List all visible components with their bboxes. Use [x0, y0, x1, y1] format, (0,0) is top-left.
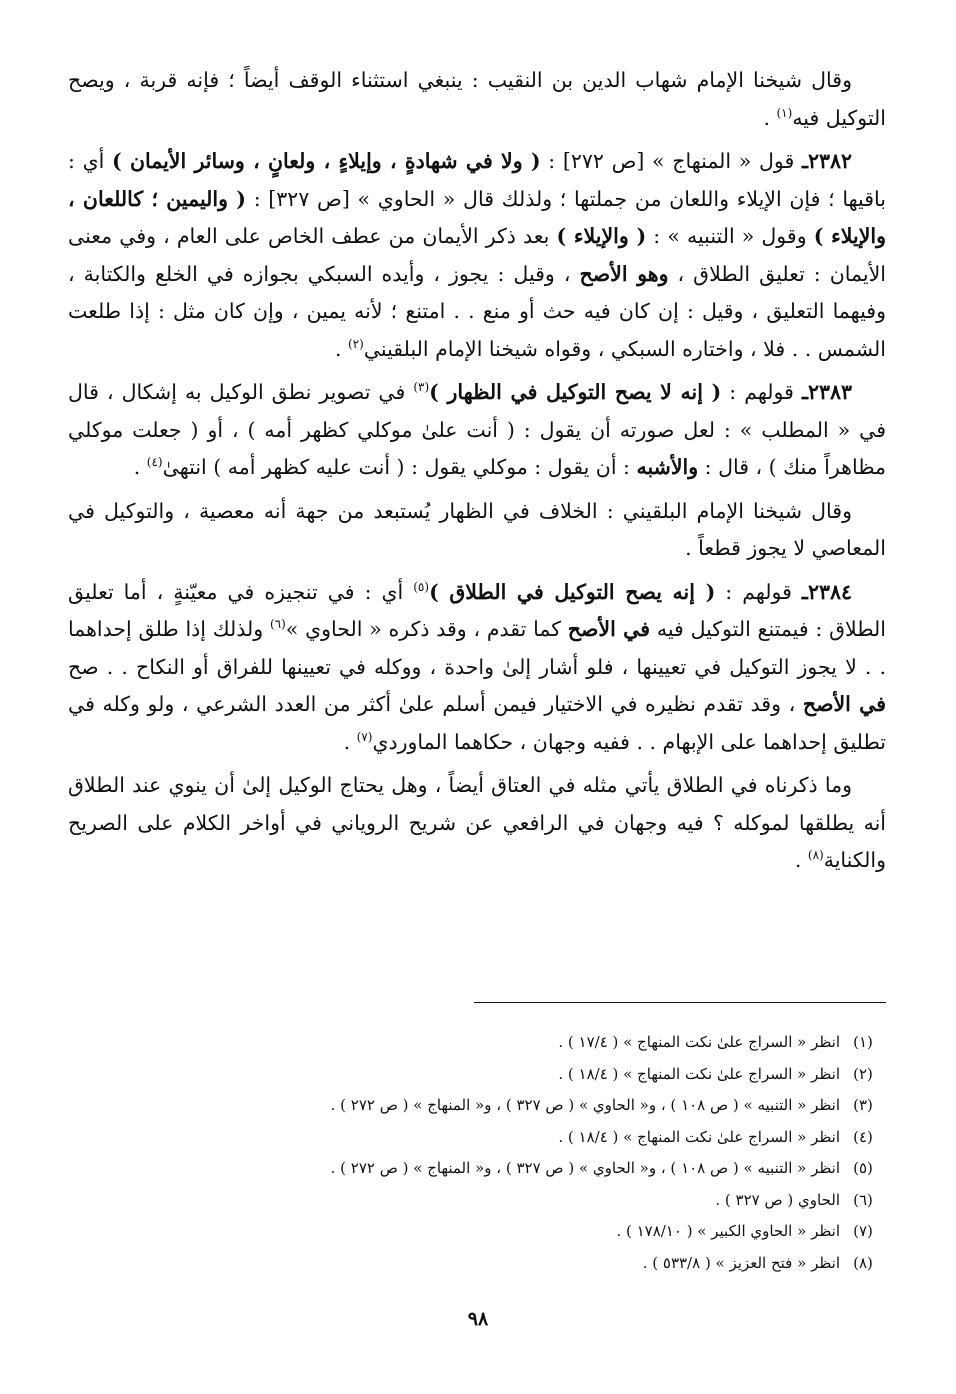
bold-text: ( ولا في شهادةٍ ، وإيلاءٍ ، ولعانٍ ، وسائر الأيمان ): [111, 149, 541, 173]
text-run: قولهم :: [715, 579, 802, 604]
footnote-text: انظر « فتح العزيز » ( ٥٣٣/٨ ) .: [642, 1253, 840, 1272]
footnote-text: انظر « السراج علىٰ نكت المنهاج » ( ١٧/٤ ) .: [558, 1033, 840, 1051]
bold-text: ٢٣٨٤ـ: [801, 579, 852, 604]
text-run: أي : في تنجيزه في معيّنةٍ ، أما تعليق الطلاق : فيمتنع التوكيل فيه: [68, 579, 886, 641]
footnote: [66, 1216, 886, 1248]
text-run: .: [133, 455, 147, 479]
page-number: ٩٨: [467, 1308, 489, 1330]
text-run: ، وقيل : يجوز ، وأيده السبكي بجوازه في الخلع والكتابة ، وفيهما التعليق ، وقيل : إن كان فيه حث أو منع . . امتنع ؛ لأنه يمين ، وإن كان مثل : إذا طلعت الشمس . . فلا ، واختاره السبكي ، وقواه شيخنا الإمام البلقيني: [68, 261, 886, 361]
footnote-number: (٣): [853, 1096, 873, 1114]
text-run: وقال شيخنا الإمام البلقيني : الخلاف في الظهار يُستبعد من جهة أنه معصية ، والتوكيل في المعاصي لا يجوز قطعاً .: [68, 498, 886, 560]
footnote-number: (٤): [853, 1127, 873, 1146]
text-run: وقول « التنبيه » :: [646, 224, 814, 248]
text-run: بعد ذكر الأيمان من عطف الخاص على العام ، وفي معنى الأيمان : تعليق الطلاق ،: [68, 224, 886, 286]
footnote-text: انظر « التنبيه » ( ص ١٠٨ ) ، و« الحاوي » ( ص ٣٢٧ ) ، و« المنهاج » ( ص ٢٧٢ ) .: [330, 1096, 840, 1114]
footnote: [66, 1090, 886, 1122]
text-run: .: [343, 729, 357, 754]
footnote-ref: (٦): [269, 617, 286, 632]
text-run: وقال شيخنا الإمام شهاب الدين بن النقيب : ينبغي استثناء الوقف أيضاً ؛ فإنه قربة ، ويصح التوكيل فيه: [68, 68, 886, 130]
text-run: : أن يقول : موكلي يقول : ( أنت عليه كظهر أمه ) انتهىٰ: [162, 455, 637, 479]
paragraph: [68, 767, 886, 880]
footnote: [66, 1027, 886, 1059]
footnote-ref: (٤): [146, 455, 163, 470]
bold-text: وهو الأصح: [579, 261, 669, 286]
text-run: في تصوير نطق الوكيل به إشكال ، قال في « المطلب » : لعل صورته أن يقول : ( أنت علىٰ موكلي كظهر أمه ) ، أو ( جعلت موكلي مظاهراً منك ) ، قال :: [68, 380, 886, 479]
footnote-number: (٦): [853, 1190, 873, 1209]
footnote-text: انظر « السراج علىٰ نكت المنهاج » ( ١٨/٤ ) .: [558, 1127, 840, 1146]
footnote-number: (١): [853, 1033, 873, 1051]
footnote-ref: (٣): [413, 380, 430, 395]
text-run: ولذلك إذا طلق إحداهما . . لا يجوز التوكيل في تعيينها ، فلو أشار إلىٰ واحدة ، ووكله في تعيينها للفراق أو النكاح . . صح: [68, 617, 886, 679]
footnote: [66, 1248, 886, 1280]
paragraph: [68, 574, 886, 762]
bold-text: ٢٣٨٣ـ: [801, 380, 852, 404]
footnote-text: انظر « السراج علىٰ نكت المنهاج » ( ١٨/٤ ) .: [558, 1064, 840, 1083]
main-text: [68, 62, 886, 880]
text-run: وما ذكرناه في الطلاق يأتي مثله في العتاق أيضاً ، وهل يحتاج الوكيل إلىٰ أن ينوي عند الطلاق أنه يطلقها لموكله ؟ فيه وجهان في الرافعي عن شريح الروياني في أواخر الكلام على الصريح والكناية: [68, 773, 886, 872]
footnote: [66, 1185, 886, 1217]
footnote-ref: (٨): [807, 848, 824, 863]
text-run: .: [334, 336, 348, 361]
footnote-text: انظر « الحاوي الكبير » ( ١٧٨/١٠ ) .: [616, 1222, 840, 1240]
bold-text: ( والإيلاء ): [556, 224, 647, 248]
text-run: .: [763, 105, 777, 130]
text-run: .: [794, 848, 808, 872]
text-run: كما تقدم ، وقد ذكره « الحاوي »: [285, 617, 568, 641]
footnote-ref: (٧): [356, 729, 373, 744]
footnote-number: (٨): [853, 1253, 873, 1272]
paragraph: [68, 62, 886, 137]
bold-text: والأشبه: [636, 455, 699, 479]
text-run: قولهم :: [721, 380, 802, 404]
footnote-ref: (١): [776, 105, 793, 120]
footnote-divider: [474, 1002, 886, 1003]
footnote-ref: (٥): [413, 579, 430, 594]
footnote-number: (٢): [853, 1064, 873, 1083]
footnote: [66, 1059, 886, 1091]
footnote: [66, 1122, 886, 1154]
footnotes: [66, 1027, 886, 1279]
bold-text: ( إنه لا يصح التوكيل في الظهار ): [429, 380, 722, 404]
paragraph: [68, 493, 886, 568]
footnote: [66, 1153, 886, 1185]
text-run: ، وقد تقدم نظيره في الاختيار فيمن أسلم علىٰ أكثر من العدد الشرعي ، ولو وكله في تطليق إحداهما على الإبهام . . ففيه وجهان ، حكاهما الماوردي: [68, 692, 886, 754]
footnote-text: الحاوي ( ص ٣٢٧ ) .: [715, 1190, 840, 1209]
footnote-ref: (٢): [348, 336, 364, 351]
paragraph: [68, 143, 886, 368]
bold-text: ( إنه يصح التوكيل في الطلاق ): [429, 579, 716, 604]
paragraph: [68, 374, 886, 487]
bold-text: في الأصح: [567, 617, 651, 641]
bold-text: ٢٣٨٢ـ: [801, 149, 852, 173]
footnote-text: انظر « التنبيه » ( ص ١٠٨ ) ، و« الحاوي » ( ص ٣٢٧ ) ، و« المنهاج » ( ص ٢٧٢ ) .: [330, 1159, 840, 1177]
text-run: أي : باقيها ؛ فإن الإيلاء واللعان من جملتها ؛ ولذلك قال « الحاوي » [ص ٣٢٧] :: [68, 149, 886, 211]
footnote-number: (٥): [853, 1159, 873, 1177]
bold-text: ( واليمين ؛ كاللعان ، والإيلاء ): [68, 186, 886, 248]
footnote-number: (٧): [853, 1222, 873, 1240]
bold-text: في الأصح: [802, 692, 886, 716]
text-run: قول « المنهاج » [ص ٢٧٢] :: [540, 149, 802, 173]
